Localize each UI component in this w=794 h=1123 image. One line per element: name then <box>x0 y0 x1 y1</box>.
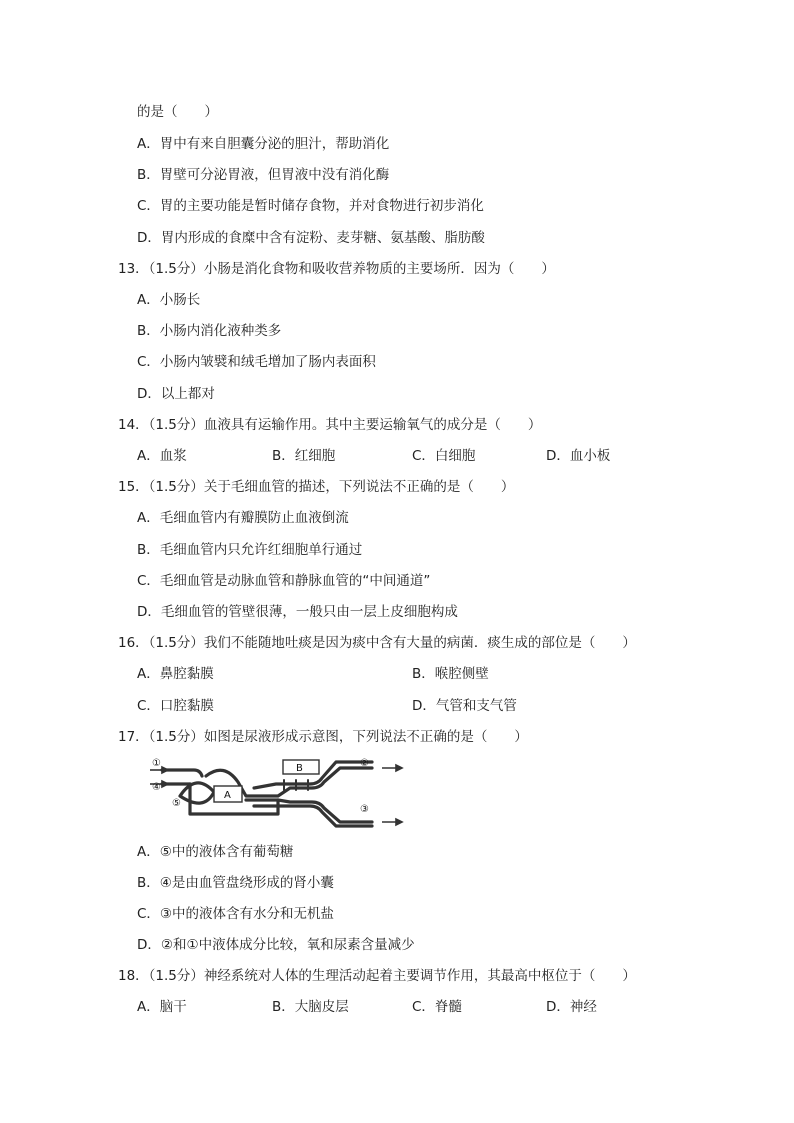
q16-option-b: B．喉腔侧壁 <box>412 666 489 682</box>
label-1: ① <box>152 758 161 769</box>
q13-option-a: A．小肠长 <box>137 292 201 308</box>
q18-option-d: D．神经 <box>546 999 597 1015</box>
label-3: ③ <box>360 804 369 815</box>
q17-option-b: B．④是由血管盘绕形成的肾小囊 <box>137 875 334 891</box>
q15-option-a: A．毛细血管内有瓣膜防止血液倒流 <box>137 510 349 526</box>
label-4: ④ <box>152 782 161 793</box>
q17-option-c: C．③中的液体含有水分和无机盐 <box>137 906 335 922</box>
q12-option-c: C．胃的主要功能是暂时储存食物，并对食物进行初步消化 <box>137 198 484 214</box>
q14-option-d: D．血小板 <box>546 448 611 464</box>
q18-option-b: B．大脑皮层 <box>272 999 349 1015</box>
q17-option-a: A．⑤中的液体含有葡萄糖 <box>137 844 294 860</box>
q14-option-c: C．白细胞 <box>412 448 476 464</box>
q14-option-a: A．血浆 <box>137 448 187 464</box>
q13-option-c: C．小肠内皱襞和绒毛增加了肠内表面积 <box>137 354 376 370</box>
q12-option-a: A．胃中有来自胆囊分泌的胆汁，帮助消化 <box>137 136 390 152</box>
q13-stem: 13．（1.5分）小肠是消化食物和吸收营养物质的主要场所．因为（ ） <box>118 261 555 277</box>
q13-option-d: D．以上都对 <box>137 386 215 402</box>
label-2: ② <box>360 758 369 769</box>
q12-option-b: B．胃壁可分泌胃液，但胃液中没有消化酶 <box>137 167 390 183</box>
q17-option-d: D．②和①中液体成分比较，氧和尿素含量减少 <box>137 937 415 953</box>
q17-stem: 17．（1.5分）如图是尿液形成示意图，下列说法不正确的是（ ） <box>118 729 528 745</box>
q15-stem: 15．（1.5分）关于毛细血管的描述，下列说法不正确的是（ ） <box>118 479 515 495</box>
label-b: B <box>296 763 303 774</box>
q13-option-b: B．小肠内消化液种类多 <box>137 323 282 339</box>
q18-option-a: A．脑干 <box>137 999 187 1015</box>
q12-stem-tail: 的是（ ） <box>137 104 218 120</box>
label-5: ⑤ <box>172 798 181 809</box>
q18-stem: 18．（1.5分）神经系统对人体的生理活动起着主要调节作用，其最高中枢位于（ ） <box>118 968 636 984</box>
q12-option-d: D．胃内形成的食糜中含有淀粉、麦芽糖、氨基酸、脂肪酸 <box>137 230 485 246</box>
q16-option-a: A．鼻腔黏膜 <box>137 666 214 682</box>
q16-option-c: C．口腔黏膜 <box>137 698 214 714</box>
q16-option-d: D．气管和支气管 <box>412 698 517 714</box>
q18-option-c: C．脊髓 <box>412 999 462 1015</box>
label-a: A <box>224 790 231 801</box>
q15-option-b: B．毛细血管内只允许红细胞单行通过 <box>137 542 363 558</box>
urine-formation-diagram <box>150 756 415 832</box>
q15-option-c: C．毛细血管是动脉血管和静脉血管的“中间通道” <box>137 573 431 589</box>
q15-option-d: D．毛细血管的管壁很薄，一般只由一层上皮细胞构成 <box>137 604 458 620</box>
q16-stem: 16．（1.5分）我们不能随地吐痰是因为痰中含有大量的病菌．痰生成的部位是（ ） <box>118 635 636 651</box>
q14-option-b: B．红细胞 <box>272 448 336 464</box>
q14-stem: 14．（1.5分）血液具有运输作用。其中主要运输氧气的成分是（ ） <box>118 417 542 433</box>
